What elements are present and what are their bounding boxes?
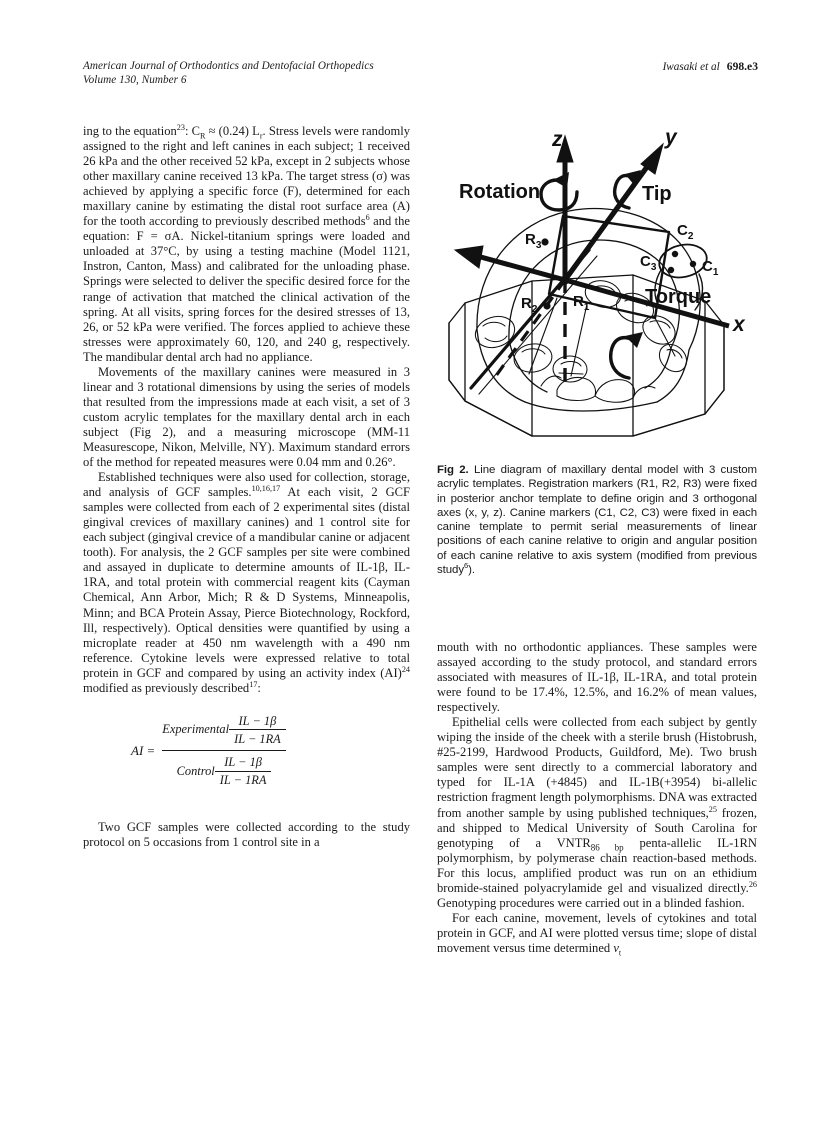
paragraph-continuation [83, 124, 410, 365]
base-bottom-edge [449, 380, 724, 436]
reference-superscript: 17 [249, 679, 258, 689]
text-run: . Stress levels were randomly assigned to the right and left canines in each subject; 1 received 26 kPa and the other received 52 kPa, except in 2 subjects whose other maxillary canine received 13 kPa. The target stress (σ) was achieved by applying a specific force (F), determined for each maxillary canine by estimating the distal root surface area (A) for the tooth according to previously described methods [83, 124, 411, 229]
fraction-bar [215, 771, 272, 772]
subscript: R [200, 131, 206, 141]
arch-outer-outline [477, 208, 700, 350]
text-run: Established techniques were also used for collection, storage, and analysis of GCF samples. [83, 470, 410, 500]
torque-arc-x [611, 338, 633, 378]
figure-2 [437, 118, 757, 448]
running-head-right [663, 60, 758, 75]
marker-dot-r3 [541, 238, 548, 245]
axis-y-label: y [665, 126, 677, 149]
tooth-incisor-2 [595, 380, 635, 403]
equation-numerator-word: Experimental [162, 722, 230, 737]
figure-caption-text: Line diagram of maxillary dental model with 3 custom acrylic templates. Registration markers (R1, R2, R3) were fixed in posterior anchor template to define origin and 3 orthogonal axes (x, y, z). Canine markers (C1, C2, C3) were fixed in each canine template to permit serial measurements of linear positions of each canine relative to origin and angular position of each canine relative to axis system (modified from previous study [437, 464, 757, 577]
rotation-arrows-group [541, 170, 643, 378]
reference-superscript: 6 [464, 561, 469, 571]
equation-lhs: AI = [131, 742, 156, 758]
right-column [437, 640, 757, 956]
page-number: 698.e3 [726, 60, 758, 73]
figure-caption-end: ). [468, 564, 476, 577]
tooth-cusp [522, 349, 545, 354]
axis-z-label: z [552, 128, 563, 151]
text-run: : [257, 680, 261, 695]
text-run: At each visit, 2 GCF samples were collected from each of 2 experimental sites (distal gingival crevices of maxillary canines) and 1 control site for each subject (gingival crevice of a mandibular canine or adjacent tooth). For analysis, the 2 GCF samples per site were combined and assayed in duplicate to determine amounts of IL-1β, IL-1RA, and total protein with commercial reagent kits (Cayman Chemical, Ann Arbor, Mich; R & D Systems, Minneapolis, Minn; and BCA Protein Assay, Pierce Biotechnology, Rockford, Ill, respectively). Optical densities were quantified by using a microplate reader at 450 nm wavelength with a 490 nm reference. Cytokine levels were expressed relative to total protein in GCF and compared by using an activity index (AI) [83, 485, 410, 680]
activity-index-equation [83, 713, 410, 805]
variable-v: v [613, 940, 619, 955]
figure-label: Fig 2. [437, 464, 469, 476]
journal-name: American Journal of Orthodontics and Dentofacial Orthopedics [83, 60, 374, 72]
equation-numerator [162, 713, 285, 747]
ratio-numerator: IL − 1β [238, 713, 277, 728]
equation-numerator-ratio [229, 714, 286, 746]
main-fraction-bar [162, 750, 285, 751]
tooth-cusp [483, 322, 505, 326]
coordinate-axes-group [455, 136, 729, 386]
equation-denominator [162, 754, 285, 788]
running-head [83, 60, 758, 94]
tooth-molar-left-2 [512, 341, 554, 374]
rotation-label: Rotation [459, 181, 541, 203]
paragraph-movements: Movements of the maxillary canines were measured in 3 linear and 3 rotational dimensions by using the series of models that resulted from the impressions made at each visit, a set of 3 custom acrylic templates for the maxillary dental arch in each subject (Fig 2), and a measuring microscope (MM-11 Measurescope, Nikon, Melville, NY). Maximum standard errors of the method for repeated measures were 0.04 mm and 0.26°. [83, 364, 410, 470]
tooth-cusp [561, 362, 581, 366]
text-run: For each canine, movement, levels of cytokines and total protein in GCF, and AI were plotted versus time; slope of distal movement versus time determined [437, 910, 757, 955]
reference-superscript: 24 [401, 664, 410, 674]
marker-dot-c1 [690, 261, 696, 267]
template-connector-mid [571, 304, 587, 376]
paragraph-for-each-canine [437, 911, 757, 956]
fraction-bar [229, 729, 286, 730]
dental-model-line-diagram [437, 118, 757, 448]
journal-title [83, 60, 374, 87]
tooth-cusp [485, 336, 507, 342]
ratio-denominator: IL − 1RA [219, 773, 267, 788]
marker-label-c3: $C_3$ [640, 253, 657, 273]
torque-arrow-head [625, 332, 643, 348]
reference-superscript: 25 [708, 804, 717, 814]
tooth-canine-right [654, 339, 692, 377]
subscript: t [618, 948, 622, 958]
axis-x-label: x [733, 313, 745, 336]
axis-y-line [565, 160, 652, 280]
arch-right-inner-tail [645, 348, 671, 388]
reference-superscript: 23 [176, 122, 185, 132]
text-run: Genotyping procedures were carried out in a blinded fashion. [437, 895, 745, 910]
axis-x-arrowhead [455, 246, 483, 268]
text-run: frozen, and shipped to Medical University of South Carolina for genotyping of a VNTR [437, 805, 757, 850]
text-run: ≈ (0.24) L [205, 124, 260, 138]
ratio-denominator: IL − 1RA [234, 731, 281, 746]
text-run: modified as previously described [83, 680, 250, 695]
left-column [83, 124, 410, 850]
reference-superscript: 10,16,17 [251, 483, 281, 493]
marker-label-r2: $R_2$ [521, 295, 538, 315]
figure-2-caption [437, 463, 757, 577]
text-run: ing to the equation [83, 124, 177, 138]
torque-label: Torque [645, 286, 712, 308]
paragraph-two-gcf: Two GCF samples were collected according to the study protocol on 5 occasions from 1 control site in a [83, 819, 410, 849]
text-run: Epithelial cells were collected from each subject by gently wiping the inside of the cheek with a sterile brush (Histobrush, #25-2199, Hardwood Products, Guildford, Me). Two brush samples were sent directly to a commercial laboratory and typed for IL-1A (+4845) and IL-1B(+3954) bi-allelic restriction fragment length polymorphisms. DNA was extracted from another sample by using published techniques, [437, 715, 757, 820]
equation-denominator-word: Control [176, 763, 215, 778]
rotation-arc-z [541, 180, 577, 210]
tip-label: Tip [642, 183, 672, 205]
reference-superscript: 6 [365, 213, 370, 223]
arch-right-tail [657, 350, 689, 402]
marker-dot-c2 [672, 251, 678, 257]
text-run: and the equation: F = σA. Nickel-titanium springs were loaded and unloaded at 37°C, by using a testing machine (Model 1121, Instron, Canton, Mass) and calibrated for the unloading phase. Springs were selected to deliver the specific desired force for the range of activation that matched the clinical activation of the spring. At all visits, spring forces for the desired stresses of 13, 26, or 52 kPa were verified. The forces applied to achieve these stresses were approximately 60, 120, and 240 g, respectively. The mandibular dental arch had no appliance. [83, 214, 411, 364]
subscript: r [259, 131, 263, 141]
marker-label-r1: $R_1$ [573, 293, 590, 313]
marker-label-c2: $C_2$ [677, 222, 694, 242]
tooth-molar-left [471, 312, 518, 353]
rotation-arrow-head-z [553, 172, 569, 188]
tooth-incisor-3 [633, 386, 655, 398]
marker-dot-c3 [668, 267, 674, 273]
teeth-anterior-group [541, 376, 655, 402]
text-run: penta-allelic IL-1RN polymorphism, by polymerase chain reaction-based methods. For this locus, amplified product was run on an ethidium bromide-stained polyacrylamide gel and visualized directly. [437, 835, 757, 895]
equation-denominator-ratio [215, 755, 272, 787]
authors-label: Iwasaki et al [662, 61, 720, 73]
subscript: 86 bp [590, 842, 624, 853]
marker-label-r3: $R_3$ [525, 231, 542, 251]
reference-superscript: 26 [748, 879, 757, 889]
arch-anterior-rim [525, 402, 657, 411]
paragraph-techniques [83, 470, 410, 696]
figure-2-diagram [437, 118, 757, 448]
paragraph-mouth: mouth with no orthodontic appliances. These samples were assayed according to the study protocol, and standard errors associated with measures of IL-1β, IL-1RA, and total protein were found to be 17.4%, 12.5%, and 16.2% of mean values, respectively. [437, 640, 757, 715]
ratio-numerator: IL − 1β [224, 755, 262, 770]
paragraph-epithelial [437, 715, 757, 911]
text-run: : C [184, 124, 200, 138]
equation-fraction [162, 713, 285, 789]
marker-label-c1: $C_1$ [702, 258, 719, 278]
journal-volume: Volume 130, Number 6 [83, 73, 187, 86]
